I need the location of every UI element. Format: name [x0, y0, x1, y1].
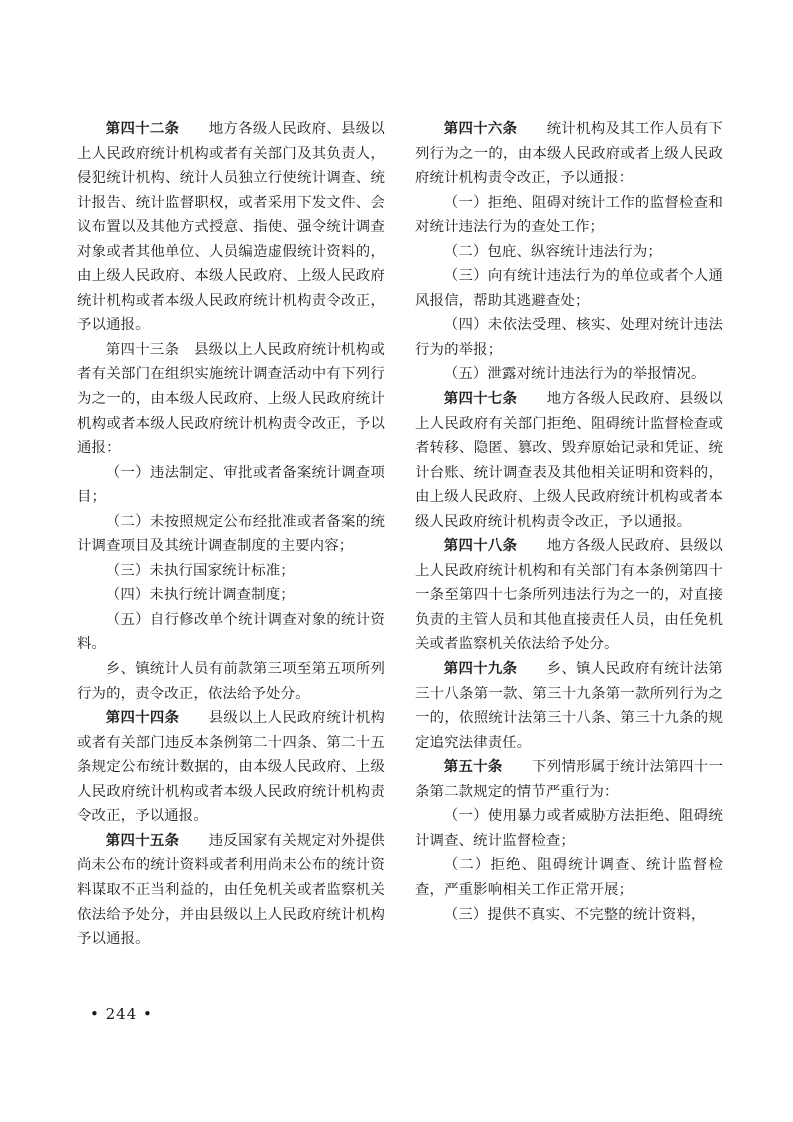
paragraph: [77, 706, 385, 829]
list-item: [77, 608, 385, 657]
paragraph-text: 县级以上人民政府统计机构或者有关部门违反本条例第二十四条、第二十五条规定公布统计数据的，由本级人民政府、上级人民政府统计机构或者本级人民政府统计机构责令改正，予以通报。: [77, 710, 385, 825]
article-heading: 第四十八条: [443, 538, 518, 555]
article-heading: 第四十四条: [105, 710, 180, 727]
paragraph-text: （二）包庇、纵容统计违法行为；: [443, 243, 662, 260]
list-item: [415, 903, 723, 928]
list-item: [415, 313, 723, 362]
paragraph-text: （五）自行修改单个统计调查对象的统计资料。: [77, 611, 385, 653]
right-column: [415, 117, 723, 927]
paragraph-text: （一）拒绝、阻碍对统计工作的监督检查和对统计违法行为的查处工作；: [415, 194, 723, 236]
left-column: [77, 117, 385, 952]
paragraph-text: （一）使用暴力或者威胁方法拒绝、阻碍统计调查、统计监督检查；: [415, 808, 723, 849]
list-item: [415, 853, 723, 902]
paragraph-text: 地方各级人民政府、县级以上人民政府有关部门拒绝、阻碍统计监督检查或者转移、隐匿、篡改、毁弃原始记录和凭证、统计台账、统计调查表及其他相关证明和资料的，由上级人民政府、上级人民政府统计机构或者本级人民政府统计机构责令改正，予以通报。: [415, 391, 723, 530]
paragraph: [415, 387, 723, 534]
article-heading: 第四十六条: [443, 121, 518, 137]
article-heading: 第四十七条: [443, 391, 518, 408]
article-heading: 第四十九条: [443, 661, 518, 678]
paragraph-text: 统计机构及其工作人员有下列行为之一的，由本级人民政府或者上级人民政府统计机构责令改正，予以通报：: [415, 121, 723, 187]
paragraph-text: （五）泄露对统计违法行为的举报情况。: [443, 366, 706, 383]
list-item: [415, 191, 723, 240]
list-item: [77, 461, 385, 510]
paragraph: [415, 117, 723, 191]
paragraph: [415, 755, 723, 804]
list-item: [415, 264, 723, 313]
paragraph-text: 地方各级人民政府、县级以上人民政府统计机构和有关部门有本条例第四十一条至第四十七条所列违法行为之一的，对直接负责的主管人员和其他直接责任人员，由任免机关或者监察机关依法给予处分。: [415, 538, 723, 653]
page-number: • 244 •: [90, 1005, 153, 1023]
list-item: [77, 510, 385, 559]
paragraph: [77, 338, 385, 461]
list-item: [77, 559, 385, 584]
list-item: [77, 583, 385, 608]
list-item: [415, 240, 723, 265]
paragraph-text: 地方各级人民政府、县级以上人民政府统计机构或者有关部门及其负责人，侵犯统计机构、统计人员独立行使统计调查、统计报告、统计监督职权，或者采用下发文件、会议布置以及其他方式授意、指使、强令统计调查对象或者其他单位、人员编造虚假统计资料的，由上级人民政府、本级人民政府、上级人民政府统计机构或者本级人民政府统计机构责令改正，予以通报。: [77, 121, 385, 334]
paragraph-text: （四）未执行统计调查制度；: [105, 587, 295, 604]
article-heading: 第四十二条: [105, 121, 180, 137]
paragraph: [415, 657, 723, 755]
paragraph-text: （三）未执行国家统计标准；: [105, 562, 295, 579]
paragraph-text: 第四十三条 县级以上人民政府统计机构或者有关部门在组织实施统计调查活动中有下列行为之一的，由本级人民政府、上级人民政府统计机构或者本级人民政府统计机构责令改正，予以通报：: [77, 341, 385, 457]
article-heading: 第四十五条: [105, 832, 180, 849]
paragraph-text: 乡、镇人民政府有统计法第三十八条第一款、第三十九条第一款所列行为之一的，依照统计法第三十八条、第三十九条的规定追究法律责任。: [415, 661, 723, 751]
paragraph: [77, 657, 385, 706]
article-heading: 第五十条: [443, 759, 503, 776]
paragraph-text: （三）向有统计违法行为的单位或者个人通风报信，帮助其逃避查处；: [415, 268, 723, 309]
paragraph-text: （四）未依法受理、核实、处理对统计违法行为的举报；: [415, 317, 723, 358]
paragraph-text: （二）未按照规定公布经批准或者备案的统计调查项目及其统计调查制度的主要内容；: [77, 513, 385, 555]
paragraph-text: 下列情形属于统计法第四十一条第二款规定的情节严重行为：: [415, 759, 723, 800]
paragraph-text: （三）提供不真实、不完整的统计资料，: [443, 906, 706, 923]
list-item: [415, 804, 723, 853]
list-item: [415, 362, 723, 387]
paragraph-text: 违反国家有关规定对外提供尚未公布的统计资料或者利用尚未公布的统计资料谋取不正当利益的，由任免机关或者监察机关依法给予处分，并由县级以上人民政府统计机构予以通报。: [77, 832, 385, 948]
paragraph-text: （一）违法制定、审批或者备案统计调查项目；: [77, 464, 385, 506]
paragraph: [77, 117, 385, 338]
paragraph-text: （二）拒绝、阻碍统计调查、统计监督检查，严重影响相关工作正常开展；: [415, 857, 723, 898]
paragraph: [415, 534, 723, 657]
paragraph-text: 乡、镇统计人员有前款第三项至第五项所列行为的，责令改正，依法给予处分。: [77, 661, 385, 702]
paragraph: [77, 829, 385, 952]
